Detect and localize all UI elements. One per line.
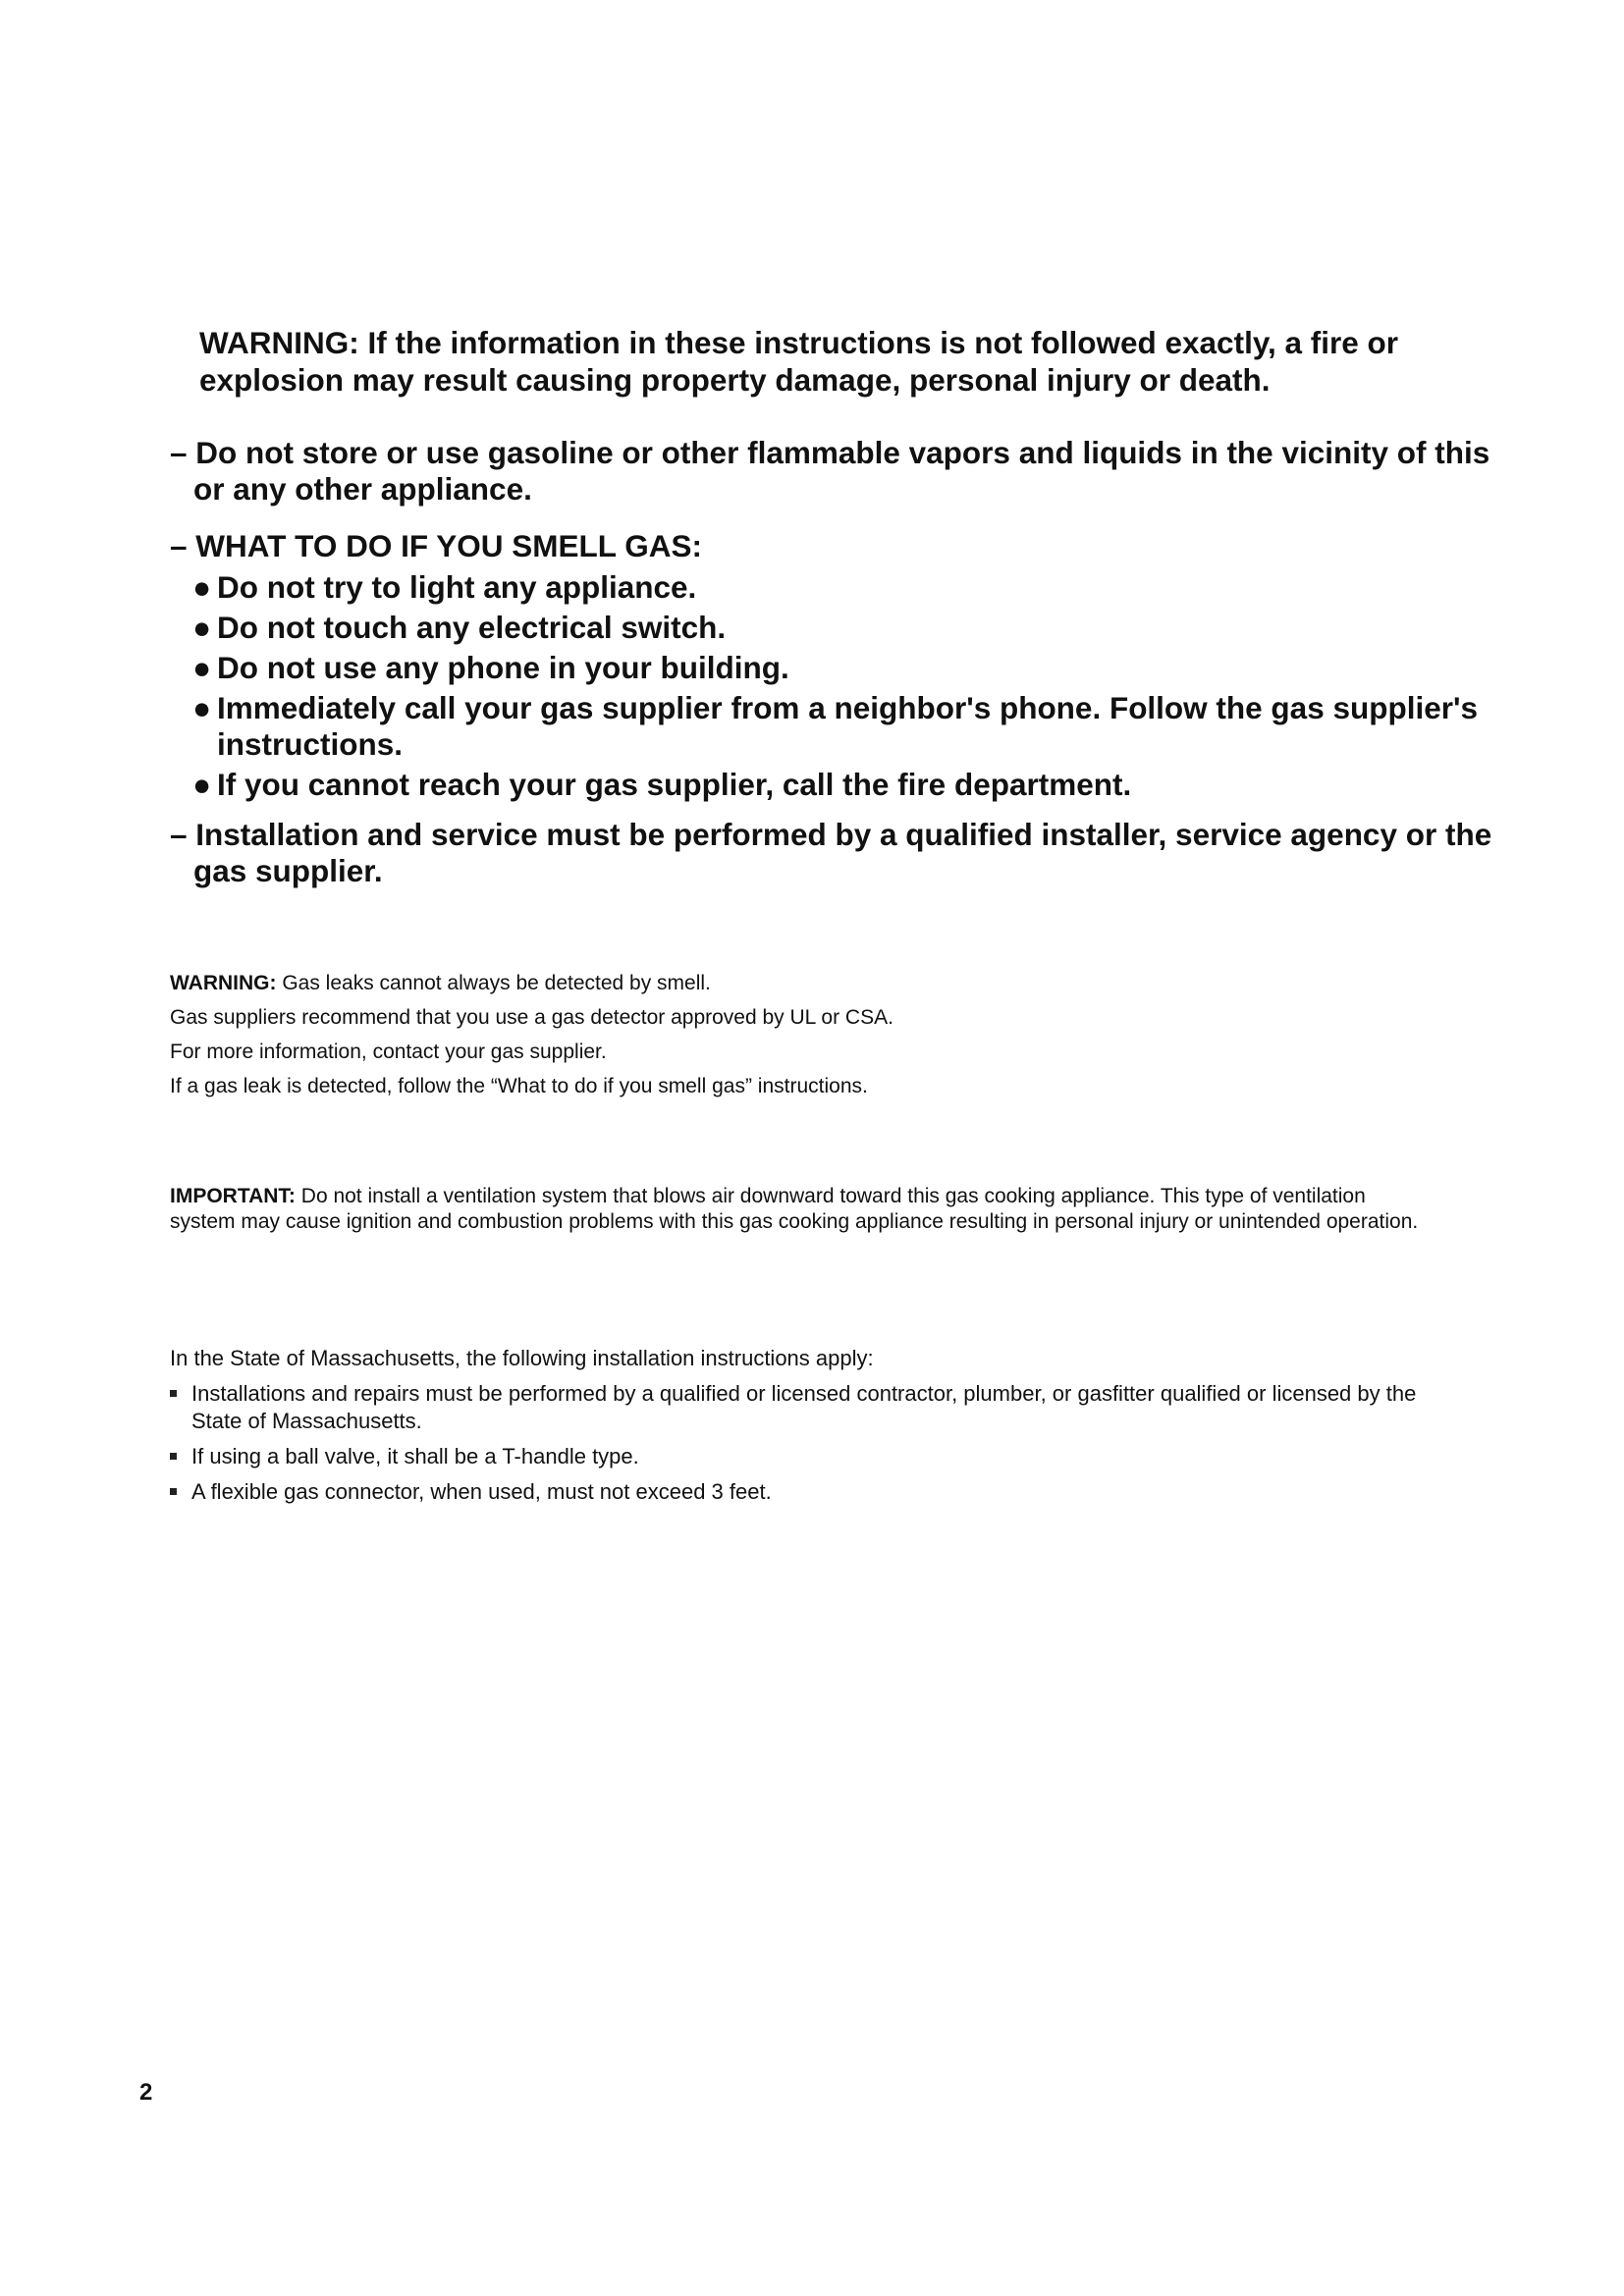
- list-item: [192, 610, 1498, 646]
- bullet-icon: ●: [192, 767, 212, 802]
- list-item: [170, 1478, 1446, 1506]
- important-note-paragraph: [170, 1184, 1436, 1235]
- massachusetts-intro: In the State of Massachusetts, the following installation instructions apply:: [170, 1346, 874, 1370]
- smell-gas-heading: – WHAT TO DO IF YOU SMELL GAS:: [170, 528, 702, 563]
- bullet-icon: ●: [192, 610, 212, 645]
- massachusetts-item-text: Installations and repairs must be performed by a qualified or licensed contractor, plumber, or gasfitter qualified or licensed by the State of Massachusetts.: [191, 1381, 1417, 1433]
- page-number: 2: [139, 2079, 153, 2106]
- step-text: Immediately call your gas supplier from a neighbor's phone. Follow the gas supplier's instructions.: [217, 690, 1478, 762]
- warning-note-line: Gas suppliers recommend that you use a gas detector approved by UL or CSA.: [170, 1006, 893, 1029]
- list-item: [192, 690, 1498, 763]
- warning-note-text: Gas leaks cannot always be detected by smell.: [276, 972, 711, 994]
- installation-service-warning: – Installation and service must be performed by a qualified installer, service agency or the gas supplier.: [170, 817, 1492, 888]
- gas-leak-warning-note: [170, 970, 1446, 1107]
- important-label: IMPORTANT:: [170, 1185, 296, 1207]
- step-text: If you cannot reach your gas supplier, call the fire department.: [217, 767, 1132, 802]
- flammable-vapors-warning: – Do not store or use gasoline or other flammable vapors and liquids in the vicinity of this or any other appliance.: [170, 435, 1490, 507]
- massachusetts-list: [170, 1380, 1446, 1506]
- square-bullet-icon: [170, 1453, 177, 1460]
- important-ventilation-note: [170, 1184, 1436, 1243]
- square-bullet-icon: [170, 1390, 177, 1397]
- warning-note-line: [170, 970, 1446, 996]
- warning-note-line: If a gas leak is detected, follow the “What to do if you smell gas” instructions.: [170, 1075, 868, 1097]
- step-text: Do not touch any electrical switch.: [217, 610, 727, 645]
- massachusetts-item-text: If using a ball valve, it shall be a T-handle type.: [191, 1444, 639, 1468]
- square-bullet-icon: [170, 1488, 177, 1495]
- warning-label: WARNING:: [170, 972, 277, 994]
- main-warning-text: WARNING: If the information in these instructions is not followed exactly, a fire or explosion may result causing property damage, personal injury or death.: [199, 325, 1399, 398]
- massachusetts-item-text: A flexible gas connector, when used, must not exceed 3 feet.: [191, 1479, 772, 1504]
- smell-gas-steps-list: [192, 569, 1498, 807]
- step-text: Do not try to light any appliance.: [217, 569, 697, 605]
- bullet-icon: ●: [192, 569, 212, 605]
- bullet-icon: ●: [192, 690, 212, 725]
- list-item: [170, 1380, 1446, 1435]
- list-item: [192, 569, 1498, 606]
- list-item: [192, 650, 1498, 686]
- warning-note-line: For more information, contact your gas supplier.: [170, 1041, 607, 1063]
- bullet-icon: ●: [192, 650, 212, 685]
- massachusetts-instructions: [170, 1345, 1446, 1514]
- list-item: [192, 767, 1498, 803]
- step-text: Do not use any phone in your building.: [217, 650, 789, 685]
- list-item: [170, 1443, 1446, 1470]
- important-note-text: Do not install a ventilation system that blows air downward toward this gas cooking appliance. This type of ventilation system may cause ignition and combustion problems with this gas cooking appliance resulting in personal injury or unintended operation.: [170, 1185, 1419, 1233]
